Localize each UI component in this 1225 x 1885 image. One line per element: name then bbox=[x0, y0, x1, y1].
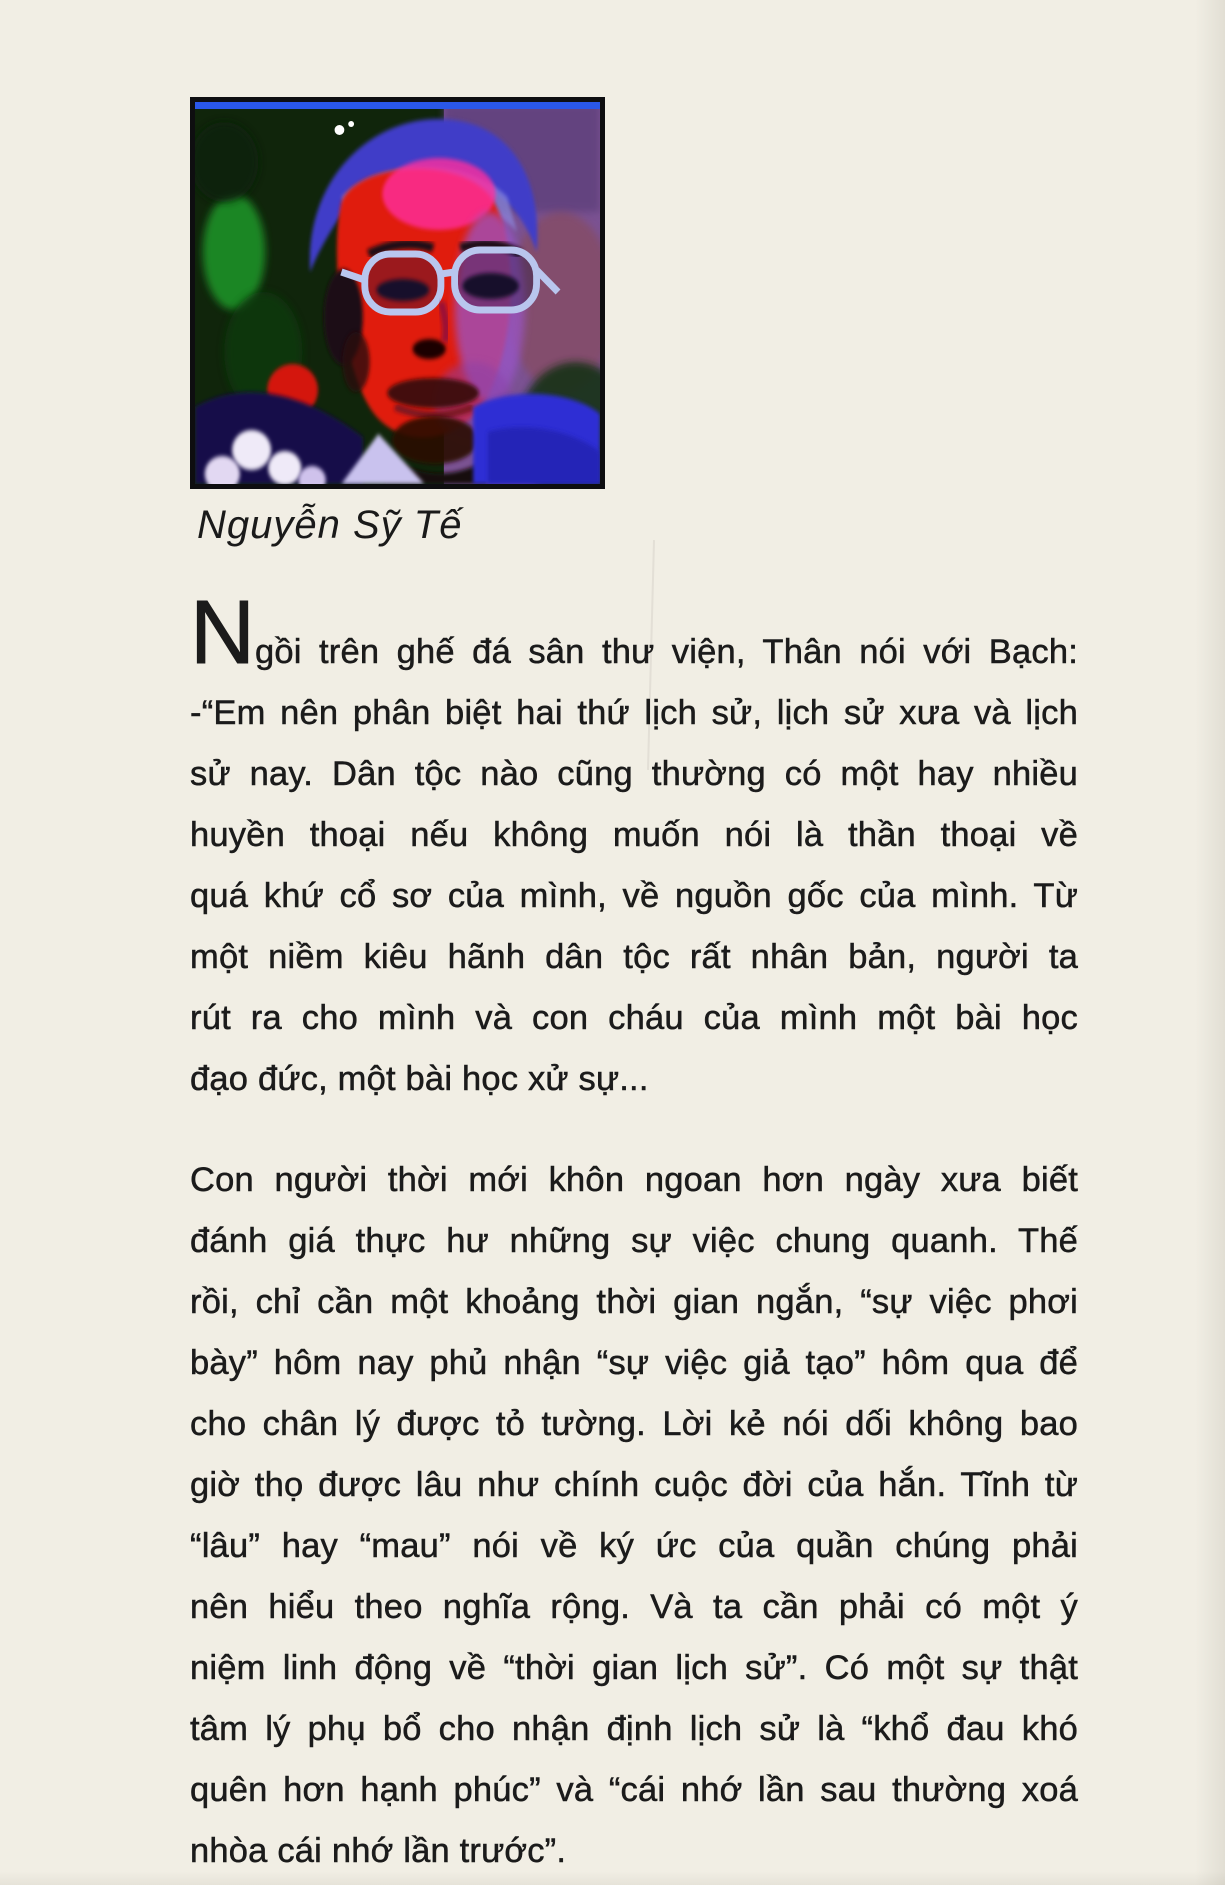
text-line: sử nay. Dân tộc nào cũng thường có một hay nhiều bbox=[190, 755, 1078, 793]
text-line: tâm lý phụ bổ cho nhận định lịch sử là “khổ đau khó bbox=[190, 1710, 1078, 1748]
text-line: “lâu” hay “mau” nói về ký ức của quần chúng phải bbox=[190, 1527, 1078, 1565]
text-line: đánh giá thực hư những sự việc chung quanh. Thế bbox=[190, 1222, 1078, 1260]
dropcap-letter: N bbox=[190, 583, 255, 683]
text-line: Con người thời mới khôn ngoan hơn ngày xưa biết bbox=[190, 1161, 1078, 1199]
text-line: rút ra cho mình và con cháu của mình một bài học bbox=[190, 999, 1078, 1037]
text-line: rồi, chỉ cần một khoảng thời gian ngắn, “sự việc phơi bbox=[190, 1283, 1078, 1321]
text-line bbox=[190, 583, 1078, 683]
text-line: giờ thọ được lâu như chính cuộc đời của hắn. Tĩnh từ bbox=[190, 1466, 1078, 1504]
page-edge-shading-bottom bbox=[0, 1871, 1225, 1885]
text-line: một niềm kiêu hãnh dân tộc rất nhân bản, người ta bbox=[190, 938, 1078, 976]
page-edge-shading-right bbox=[1195, 0, 1225, 1885]
text-line: nhòa cái nhớ lần trước”. bbox=[190, 1832, 567, 1870]
text-line: niệm linh động về “thời gian lịch sử”. Có một sự thật bbox=[190, 1649, 1078, 1687]
text-line: quá khứ cổ sơ của mình, về nguồn gốc của mình. Từ bbox=[190, 877, 1078, 915]
text-line: cho chân lý được tỏ tường. Lời kẻ nói dối không bao bbox=[190, 1405, 1078, 1443]
text-line: huyền thoại nếu không muốn nói là thần thoại về bbox=[190, 816, 1078, 854]
paragraph-2 bbox=[190, 1150, 1078, 1882]
text-line: -“Em nên phân biệt hai thứ lịch sử, lịch sử xưa và lịch bbox=[190, 694, 1078, 732]
text-line: quên hơn hạnh phúc” và “cái nhớ lần sau thường xoá bbox=[190, 1771, 1078, 1809]
portrait-photo bbox=[190, 97, 605, 489]
text-line: bày” hôm nay phủ nhận “sự việc giả tạo” hôm qua để bbox=[190, 1344, 1078, 1382]
portrait-photo-art bbox=[195, 102, 600, 484]
text-line: nên hiểu theo nghĩa rộng. Và ta cần phải có một ý bbox=[190, 1588, 1078, 1626]
text-line-rest: gồi trên ghế đá sân thư viện, Thân nói với Bạch: bbox=[255, 633, 1078, 671]
text-line: đạo đức, một bài học xử sự... bbox=[190, 1060, 649, 1098]
photo-caption: Nguyễn Sỹ Tế bbox=[197, 503, 463, 547]
paragraph-1 bbox=[190, 583, 1078, 1110]
